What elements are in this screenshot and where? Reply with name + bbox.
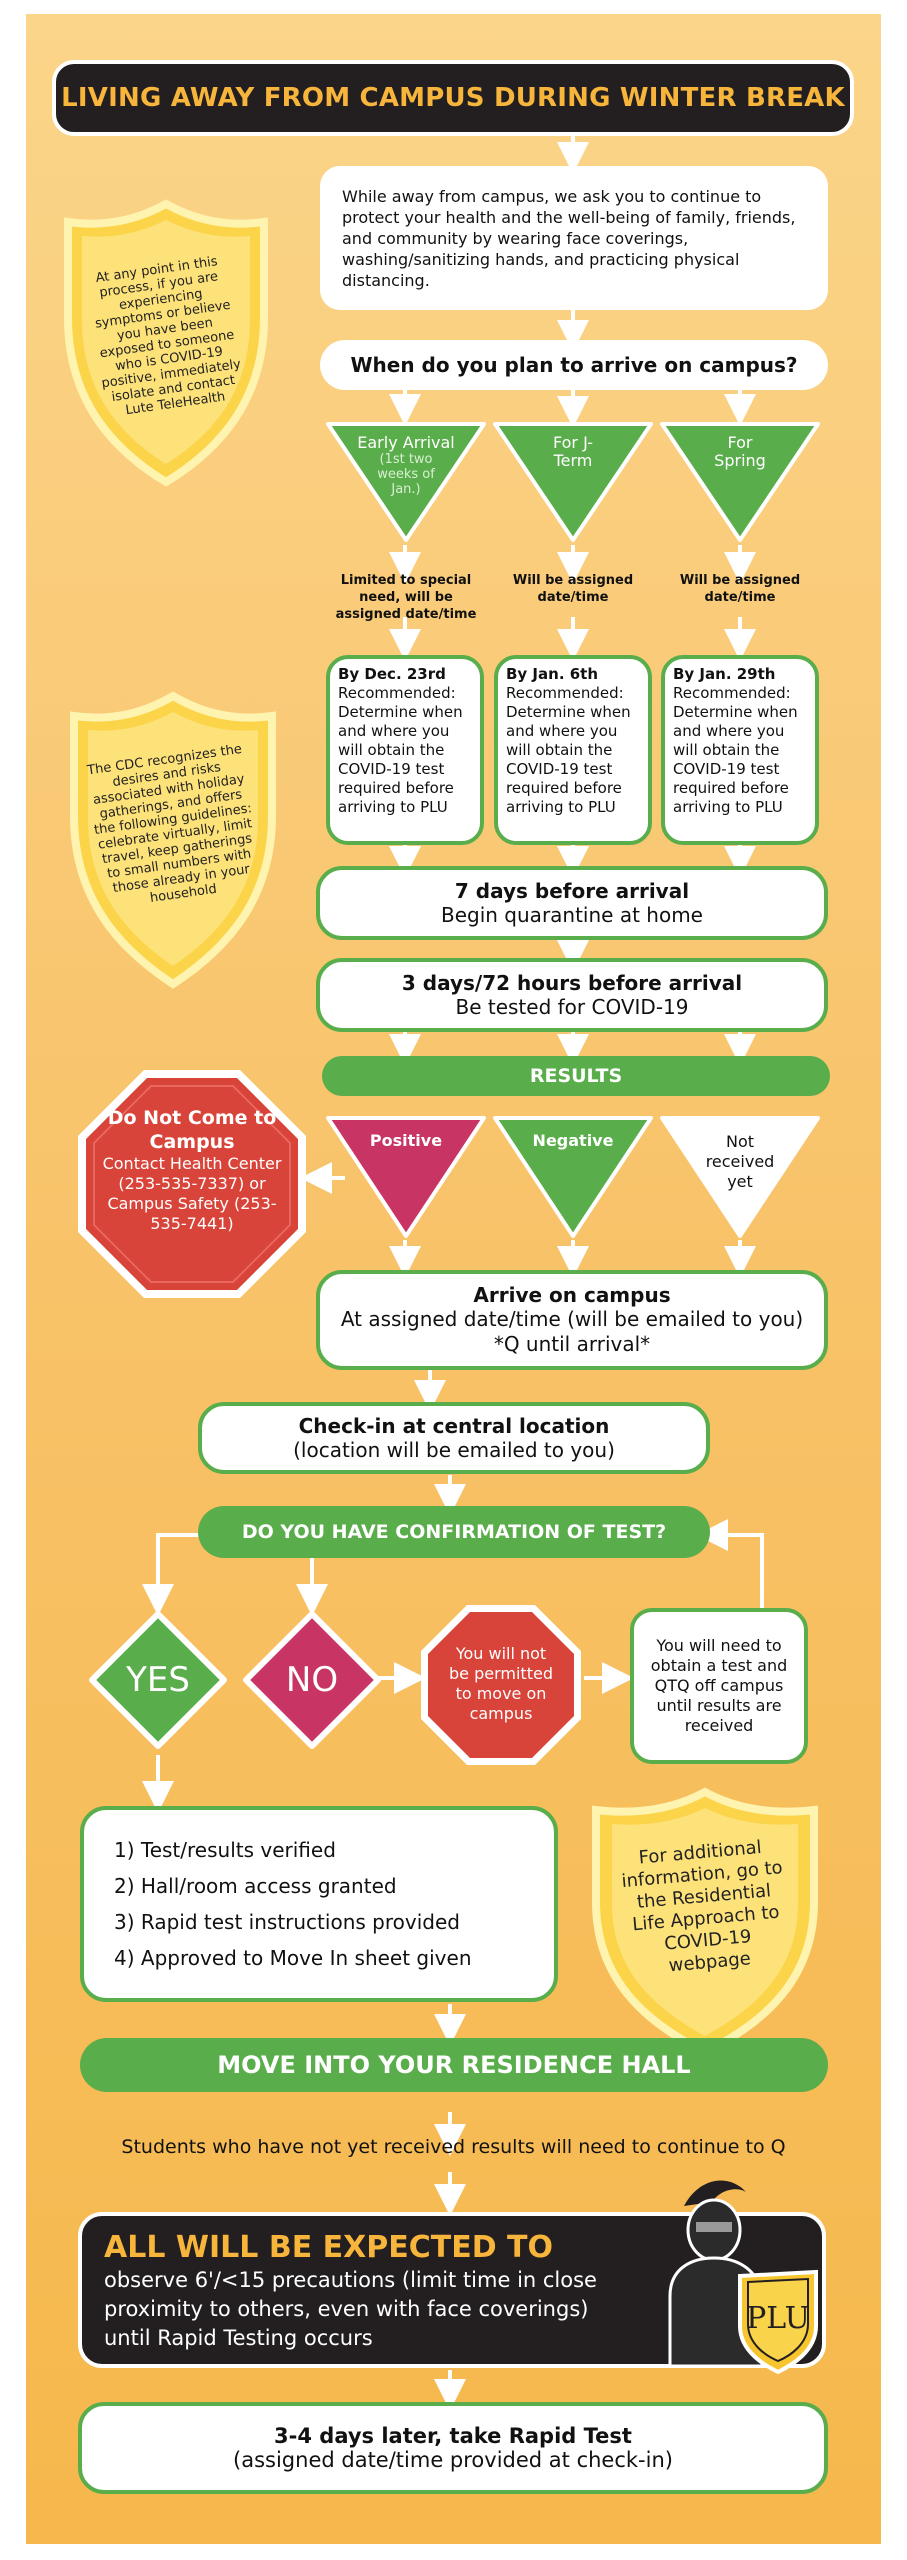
knight-mascot bbox=[640, 2176, 830, 2376]
result-not-received-label: Not received yet bbox=[705, 1132, 775, 1191]
knight-mascot-icon bbox=[640, 2176, 830, 2376]
yes-step-3: 3) Rapid test instructions provided bbox=[114, 1910, 460, 1934]
yes-step-1: 1) Test/results verified bbox=[114, 1838, 336, 1862]
confirmation-question bbox=[198, 1506, 710, 1558]
arrive-head: Arrive on campus bbox=[473, 1283, 671, 1307]
step-3-days-body: Be tested for COVID-19 bbox=[455, 995, 689, 1019]
title-banner bbox=[52, 60, 854, 136]
step-7-days-head: 7 days before arrival bbox=[454, 879, 690, 903]
step-7-days-body: Begin quarantine at home bbox=[441, 903, 703, 927]
obtain-test bbox=[630, 1608, 808, 1764]
yes-step-4: 4) Approved to Move In sheet given bbox=[114, 1946, 472, 1970]
result-not-received bbox=[658, 1114, 822, 1240]
expected-head: ALL WILL BE EXPECTED TO bbox=[104, 2230, 554, 2265]
arrival-jterm-title: For J-Term bbox=[552, 433, 593, 470]
rec-jterm bbox=[494, 655, 652, 845]
move-in-text: MOVE INTO YOUR RESIDENCE HALL bbox=[217, 2051, 691, 2079]
obtain-test-text: You will need to obtain a test and QTQ off campus until results are received bbox=[650, 1636, 788, 1735]
intro-box bbox=[320, 166, 828, 310]
result-positive bbox=[324, 1114, 488, 1240]
results-header-text: RESULTS bbox=[529, 1065, 623, 1087]
shield-cdc bbox=[66, 690, 280, 990]
result-negative bbox=[491, 1114, 655, 1240]
result-negative-label: Negative bbox=[532, 1131, 614, 1150]
arrival-early bbox=[324, 420, 488, 544]
rapid-test-body: (assigned date/time provided at check-in) bbox=[233, 2448, 673, 2472]
rec-spring-deadline: By Jan. 29th bbox=[673, 665, 776, 683]
step-7-days bbox=[316, 866, 828, 940]
stop-do-not-come bbox=[74, 1066, 310, 1302]
yes-diamond bbox=[88, 1610, 228, 1750]
step-3-days-head: 3 days/72 hours before arrival bbox=[401, 971, 743, 995]
stop-not-permitted-text: You will not be permitted to move on campus bbox=[449, 1644, 553, 1723]
check-in-head: Check-in at central location bbox=[298, 1414, 610, 1438]
page-title: LIVING AWAY FROM CAMPUS DURING WINTER BREAK bbox=[61, 83, 845, 113]
results-header bbox=[322, 1056, 830, 1096]
arrival-jterm-note: Will be assigned date/time bbox=[512, 573, 634, 605]
arrival-spring-note: Will be assigned date/time bbox=[679, 573, 801, 605]
arrive-on-campus bbox=[316, 1270, 828, 1370]
result-positive-label: Positive bbox=[369, 1131, 443, 1150]
arrival-early-title: Early Arrival bbox=[357, 433, 455, 452]
intro-text: While away from campus, we ask you to continue to protect your health and the well-being of family, friends, and community by wearing face coverings, washing/sanitizing hands, and practicing physical distancing. bbox=[342, 186, 796, 290]
rapid-test bbox=[78, 2402, 828, 2494]
arrive-body: At assigned date/time (will be emailed to you) *Q until arrival* bbox=[340, 1307, 804, 1356]
arrival-question-text: When do you plan to arrive on campus? bbox=[350, 353, 798, 377]
shield-cdc-text: The CDC recognizes the desires and risks associated with holiday gatherings, and offers the following guidelines: celebrate virtually, limit travel, keep gatherings to small numbers with those already in your household bbox=[86, 741, 254, 906]
rec-early-deadline: By Dec. 23rd bbox=[338, 665, 446, 683]
arrival-jterm bbox=[491, 420, 655, 544]
shield-info bbox=[588, 1786, 822, 2058]
arrival-question bbox=[320, 340, 828, 390]
stop-not-permitted bbox=[418, 1602, 584, 1768]
arrival-early-sub: (1st two weeks of Jan.) bbox=[377, 452, 435, 497]
stop-do-not-come-body: Contact Health Center (253-535-7337) or Campus Safety (253-535-7441) bbox=[102, 1154, 282, 1233]
step-3-days bbox=[316, 958, 828, 1032]
shield-info-text: For additional information, go to the Residential Life Approach to COVID-19 webpage bbox=[620, 1836, 784, 1977]
rec-jterm-deadline: By Jan. 6th bbox=[506, 665, 599, 683]
rec-early bbox=[326, 655, 484, 845]
arrival-spring bbox=[658, 420, 822, 544]
no-label: NO bbox=[285, 1660, 339, 1700]
rapid-test-head: 3-4 days later, take Rapid Test bbox=[274, 2424, 632, 2448]
shield-symptoms bbox=[60, 198, 272, 488]
yes-steps bbox=[80, 1806, 558, 2002]
confirmation-question-text: DO YOU HAVE CONFIRMATION OF TEST? bbox=[241, 1521, 667, 1543]
yes-label: YES bbox=[126, 1660, 190, 1700]
stop-do-not-come-head: Do Not Come to Campus bbox=[107, 1107, 277, 1153]
rec-jterm-text: Recommended: Determine when and where you will obtain the COVID-19 test required before arriving to PLU bbox=[506, 684, 631, 816]
move-in-banner bbox=[80, 2038, 828, 2092]
rec-spring bbox=[661, 655, 819, 845]
check-in-body: (location will be emailed to you) bbox=[293, 1438, 615, 1462]
rec-spring-text: Recommended: Determine when and where you will obtain the COVID-19 test required before arriving to PLU bbox=[673, 684, 798, 816]
arrival-spring-title: For Spring bbox=[714, 433, 766, 470]
mascot-shield-text: PLU bbox=[746, 2301, 810, 2336]
expected-body: observe 6'/<15 precautions (limit time in close proximity to others, even with face coverings) until Rapid Testing occurs bbox=[104, 2268, 597, 2350]
check-in bbox=[198, 1402, 710, 1474]
yes-step-2: 2) Hall/room access granted bbox=[114, 1874, 397, 1898]
no-diamond bbox=[242, 1610, 382, 1750]
note-continue-q: Students who have not yet received results will need to continue to Q bbox=[121, 2136, 786, 2158]
rec-early-text: Recommended: Determine when and where you will obtain the COVID-19 test required before arriving to PLU bbox=[338, 684, 463, 816]
arrival-early-note: Limited to special need, will be assigned date/time bbox=[335, 573, 477, 622]
shield-symptoms-text: At any point in this process, if you are experiencing symptoms or believe you have been exposed to someone who is COVID-19 positive, immediately isolate and contact Lute TeleHealth bbox=[94, 254, 242, 419]
